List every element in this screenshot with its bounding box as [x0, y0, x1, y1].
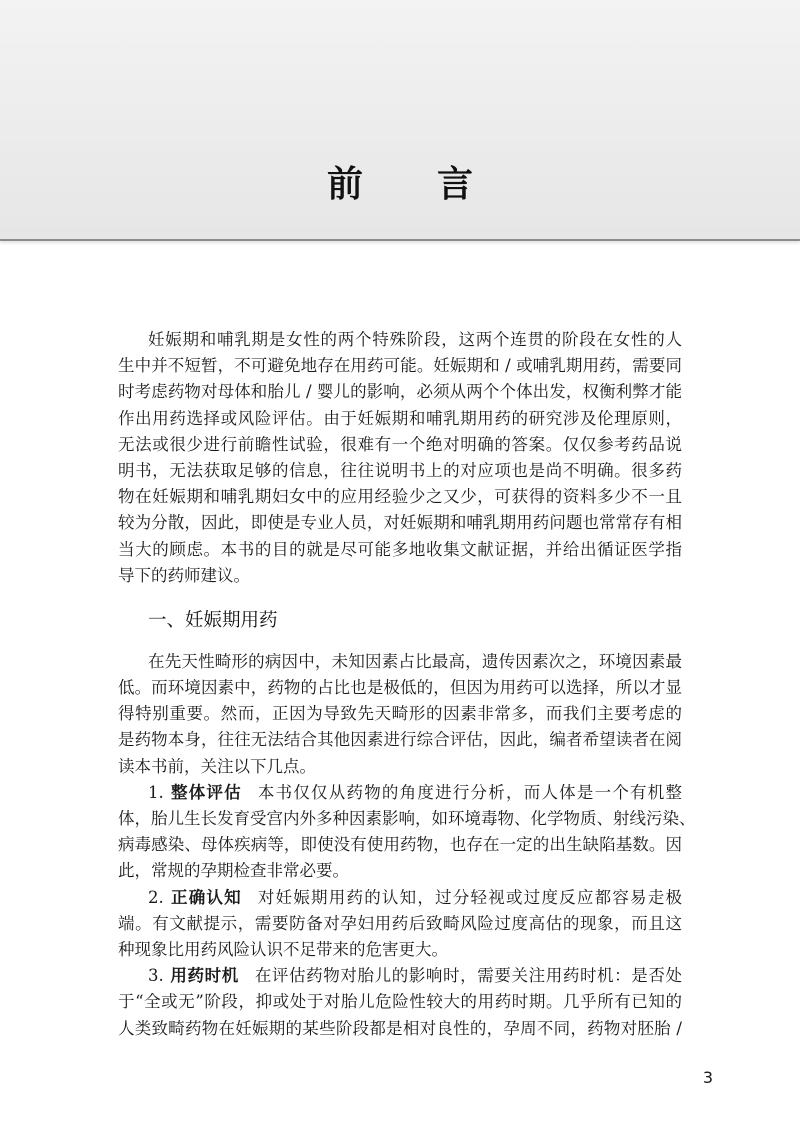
text-line: 低。而环境因素中，药物的占比也是极低的，但因为用药可以选择，所以才显	[118, 678, 682, 698]
text-line: 是药物本身，往往无法结合其他因素进行综合评估，因此，编者希望读者在阅	[118, 730, 682, 750]
point-number: 1.	[148, 782, 164, 802]
page-body	[118, 327, 696, 1042]
text-line: 当大的顾虑。本书的目的就是尽可能多地收集文献证据，并给出循证医学指	[118, 539, 682, 559]
text-line: 于“全或无”阶段，抑或处于对胎儿危险性较大的用药时期。几乎所有已知的	[118, 992, 682, 1012]
text-line: 较为分散，因此，即使是专业人员，对妊娠期和哺乳期用药问题也常常存有相	[118, 513, 682, 533]
text-line: 物在妊娠期和哺乳期妇女中的应用经验少之又少，可获得的资料多少不一且	[118, 487, 682, 507]
numbered-point	[118, 780, 696, 885]
page-title: 前言	[326, 164, 547, 205]
text-line: 种现象比用药风险认识不足带来的危害更大。	[118, 939, 448, 959]
section-intro-paragraph	[118, 649, 682, 780]
point-text: 在评估药物对胎儿的影响时，需要关注用药时机：是否处	[254, 966, 683, 986]
point-label: 整体评估	[169, 782, 242, 802]
text-line: 无法或很少进行前瞻性试验，很难有一个绝对明确的答案。仅仅参考药品说	[118, 434, 682, 454]
text-line: 读本书前，关注以下几点。	[118, 756, 316, 776]
text-line: 端。有文献提示，需要防备对孕妇用药后致畸风险过度高估的现象，而且这	[118, 913, 682, 933]
page-number: 3	[702, 1068, 714, 1087]
numbered-point-list	[118, 780, 696, 1042]
intro-paragraph	[118, 327, 682, 589]
numbered-point	[118, 885, 682, 964]
text-line: 明书，无法获取足够的信息，往往说明书上的对应项也是尚不明确。很多药	[118, 460, 682, 480]
text-line: 体，胎儿生长发育受宫内外多种因素影响，如环境毒物、化学物质、射线污染、	[118, 809, 696, 828]
text-line	[118, 780, 682, 806]
section-heading: 一、妊娠期用药	[148, 609, 278, 631]
text-line	[118, 885, 682, 911]
text-line: 此，常规的孕期检查非常必要。	[118, 861, 349, 881]
text-line: 导下的药师建议。	[118, 565, 250, 585]
point-number: 2.	[148, 887, 164, 907]
text-line: 得特别重要。然而，正因为导致先天畸形的因素非常多，而我们主要考虑的	[118, 704, 682, 724]
text-line: 时考虑药物对母体和胎儿 / 婴儿的影响，必须从两个个体出发，权衡利弊才能	[118, 382, 682, 402]
text-line: 人类致畸药物在妊娠期的某些阶段都是相对良性的，孕周不同，药物对胚胎 /	[118, 1018, 682, 1038]
point-label: 用药时机	[169, 966, 239, 986]
point-number: 3.	[148, 966, 164, 986]
text-line: 生中并不短暂，不可避免地存在用药可能。妊娠期和 / 或哺乳期用药，需要同	[118, 356, 682, 376]
text-line: 作出用药选择或风险评估。由于妊娠期和哺乳期用药的研究涉及伦理原则，	[118, 408, 682, 428]
text-line: 妊娠期和哺乳期是女性的两个特殊阶段，这两个连贯的阶段在女性的人	[148, 330, 682, 349]
point-text: 对妊娠期用药的认知，过分轻视或过度反应都容易走极	[257, 887, 683, 907]
text-line	[118, 963, 682, 989]
text-line: 在先天性畸形的病因中，未知因素占比最高，遗传因素次之，环境因素最	[148, 651, 682, 671]
point-text: 本书仅仅从药物的角度进行分析，而人体是一个有机整	[257, 782, 683, 802]
numbered-point	[118, 963, 682, 1042]
point-label: 正确认知	[169, 887, 242, 907]
text-line: 病毒感染、母体疾病等，即使没有使用药物，也存在一定的出生缺陷基数。因	[118, 835, 682, 855]
